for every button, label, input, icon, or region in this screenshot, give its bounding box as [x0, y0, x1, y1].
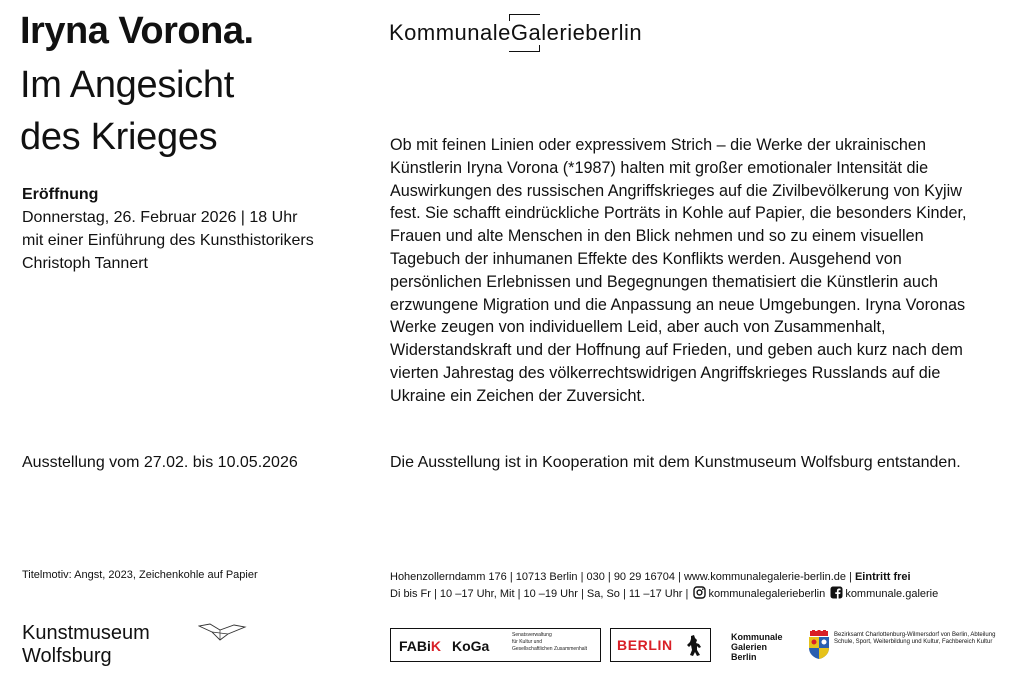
senat-line1: Senatsverwaltung — [512, 632, 552, 638]
contact-info — [390, 569, 938, 603]
facebook-handle[interactable]: kommunale.galerie — [845, 588, 939, 600]
berlin-logo — [610, 628, 711, 662]
opening-hours: Di bis Fr | 10 –17 Uhr, Mit | 10 –19 Uhr | Sa, So | 11 –17 Uhr | — [390, 588, 689, 600]
logo-text-part2: Galerieberlin — [510, 20, 643, 45]
instagram-icon[interactable] — [693, 586, 706, 599]
opening-label: Eröffnung — [22, 186, 99, 203]
logo-g-bracket — [511, 20, 642, 46]
opening-date: Donnerstag, 26. Februar 2026 | 18 Uhr — [22, 209, 298, 226]
kunstmuseum-wolfsburg-logo — [22, 622, 150, 668]
logo-text-part1: Kommunale — [389, 20, 511, 45]
facebook-icon[interactable] — [830, 586, 843, 599]
senat-line3: Gesellschaftlichen Zusammenhalt — [512, 646, 588, 652]
instagram-handle[interactable]: kommunalegalerieberlin — [708, 588, 826, 600]
berlin-word: BERLIN — [617, 637, 673, 653]
kunstmuseum-mark-icon — [198, 622, 248, 642]
fabik-accent: K — [430, 638, 442, 654]
fabik-text: FABi — [399, 638, 431, 654]
admission-note: Eintritt frei — [854, 571, 911, 583]
artist-title: Iryna Vorona. — [20, 10, 254, 52]
kgb-line3: Berlin — [731, 652, 757, 662]
description — [390, 134, 990, 408]
exhibition-title-line-2: des Krieges — [20, 116, 218, 158]
cooperation-note: Die Ausstellung ist in Kooperation mit dem Kunstmuseum Wolfsburg entstanden. — [390, 454, 961, 471]
kunstmuseum-line1: Kunstmuseum — [22, 622, 150, 644]
senate-department-text — [512, 632, 604, 653]
kommunale-galerie-logo — [389, 20, 642, 46]
opening-intro-1: mit einer Einführung des Kunsthistorikers — [22, 232, 314, 249]
exhibition-title-line-1: Im Angesicht — [20, 64, 234, 106]
bezirksamt-text: Bezirksamt Charlottenburg-Wilmersdorf von Berlin, Abteilung Schule, Sport, Weiterbildung und Kultur, Fachbereich Kultur — [834, 632, 996, 645]
koga-logo: KoGa — [452, 638, 490, 654]
address-line: Hohenzollerndamm 176 | 10713 Berlin | 030 | 90 29 16704 | www.kommunalegalerie-berlin.de | — [390, 571, 852, 583]
bezirk-crest-icon — [808, 630, 830, 660]
berlin-bear-icon — [685, 634, 705, 658]
image-caption: Titelmotiv: Angst, 2023, Zeichenkohle auf Papier — [22, 569, 258, 581]
opening-intro-2: Christoph Tannert — [22, 255, 148, 272]
exhibition-period: Ausstellung vom 27.02. bis 10.05.2026 — [22, 454, 298, 471]
opening-info — [22, 183, 314, 275]
kgb-line2: Galerien — [731, 642, 768, 652]
kgb-line1: Kommunale — [731, 632, 783, 642]
description-paragraph: Ob mit feinen Linien oder expressivem Strich – die Werke der ukrainischen Künstlerin Iryna Vorona (*1987) halten mit großer emotionaler Intensität die Auswirkungen des russischen Angriffskrieges auf die Zivilbevölkerung von Kyjiw fest. Sie schafft eindrückliche Porträts in Kohle auf Papier, die besonders Kinder, Frauen und alte Menschen in den Blick nehmen und so zu einem visuellen Tagebuch der inhumanen Effekte des Konflikts werden. Ausgehend von persönlichen Erlebnissen und Begegnungen thematisiert die Künstlerin auch erzwungene Migration und die Anpassung an neue Umgebungen. Iryna Voronas Werke zeugen von individuellem Leid, aber auch von Zusammenhalt, Widerstandskraft und der Hoffnung auf Frieden, und geben auch kurz nach dem vierten Jahrestag des völkerrechtswidrigen Angriffskrieges Russlands auf die Ukraine ein Zeichen der Zuversicht. — [390, 136, 967, 405]
fabik-logo — [399, 638, 441, 654]
kommunale-galerien-berlin-logo — [731, 632, 783, 662]
kunstmuseum-line2: Wolfsburg — [22, 645, 112, 667]
senat-line2: für Kultur und — [512, 639, 543, 645]
